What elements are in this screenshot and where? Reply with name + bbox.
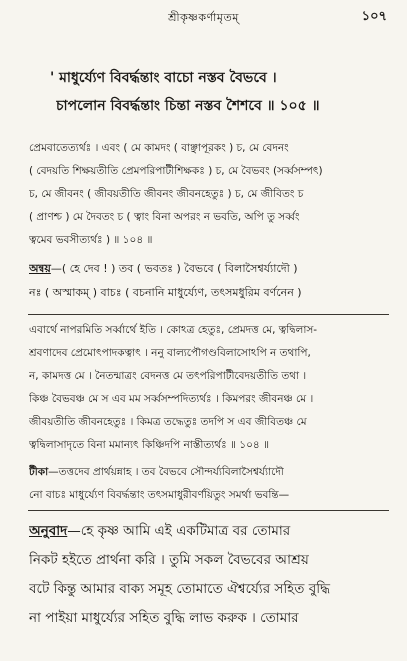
anvaya-text-1: —( হে দেব ! ) তব ( ভবতঃ ) বৈভবে ( বিলাসৈশ্বর্য্যাদৌ ) (50, 262, 298, 275)
prose-line-2: ( বেদয়তি শিক্ষয়তীতি প্রেমপরিপাটীশিক্ষকঃ ) চ, মে বৈভবং (সর্ব্বসম্পৎ) (29, 165, 323, 177)
anubad-line-2: নিকট হইতে প্রার্থনা করি । তুমি সকল বৈভবের আশ্রয় (29, 552, 309, 568)
anubad-line-3: বটে কিন্তু আমার বাক্য সমূহ তোমাতে ঐশ্বর্য্যের সহিত বুদ্ধি (29, 581, 330, 597)
tika-text-1: —তত্তদেব প্রার্থয়ন্নাহ । তব বৈভবে সৌন্দর্য্যবিলাসৈশ্বর্য্যাদৌ (48, 466, 284, 478)
commentary-line-6: ত্বদ্বিলাসাদৃতে বিনা মমান্যৎ কিঞ্চিদপি নাস্তীত্যর্থঃ ॥ ১০৪ ॥ (29, 439, 270, 451)
running-header-title: শ্রীকৃষ্ণকর্ণামৃতম্ (168, 11, 239, 24)
commentary-line-5: জীবয়তীতি জীবনহেতুঃ । কিমত্র তদ্ধেতুঃ তদপি স এব জীবিতঞ্চ মে (29, 416, 307, 428)
anubad-text-1: —হে কৃষ্ণ আমি এই একটিমাত্র বর তোমার (67, 523, 291, 539)
anubad-label: অনুবাদ (29, 523, 68, 539)
tika-line-2: নো বাচঃ মাধুর্য্যেণ বিবর্দ্ধন্তাং তৎসমাধুরীবর্ণয়িতুং সমর্থা ভবন্তি— (29, 489, 290, 501)
commentary-line-2: শ্রবণাদেব প্রেমোৎপাদকত্বাৎ । ননু বাল্যপৌগণ্ডবিলাসোঽপি ন তথাপি, (29, 347, 311, 359)
anvaya-line-1 (29, 257, 393, 280)
page-number: ১০৭ (361, 9, 387, 24)
commentary-line-1: এবার্থে নাপরমিতি সর্ব্বার্থে ইতি । কোঽত্র হেতুঃ, প্রেমদত্ত মে, ত্বদ্বিলাস- (29, 324, 318, 336)
verse-line-2: চাপলোন বিবর্দ্ধন্তাং চিন্তা নস্তব শৈশবে ॥ ১০৫ ॥ (56, 98, 320, 114)
anvaya-line-2: নঃ ( অস্মাকম্ ) বাচঃ ( বচনানি মাধুর্য্যেণ, তৎসমধুরিম বর্ণনেন ) (29, 286, 302, 299)
anubad-line-1 (29, 518, 397, 545)
verse-line-1: ' মাধুর্য্যেণ বিবর্দ্ধন্তাং বাচো নস্তব বৈভবে । (50, 70, 277, 86)
prose-line-1: প্রেমবাতেত্যর্থঃ । এবং ( মে কামদং ( বাঞ্ছাপূরকং ) চ, মে বেদনং (29, 142, 289, 154)
anubad-line-4: না পাইয়া মাধুর্য্যের সহিত বুদ্ধি লাভ করুক । তোমার (29, 610, 299, 626)
section-divider-2 (28, 510, 389, 511)
prose-line-4: ( প্রাণশ্চ ) মে দৈবতং চ ( ত্বাং বিনা অপরং ন ভবতি, অপি তু সর্ব্বং (29, 211, 300, 223)
prose-line-5: ত্বমেব ভবসীত্যর্থঃ ) ॥ ১০৪ ॥ (29, 234, 153, 246)
commentary-line-3: ন, কামদত্ত মে । নৈতন্মাত্রং বেদনত্ত মে তৎপরিপাটীবেদয়তীতি তথা । (29, 370, 307, 382)
prose-line-3: চ, মে জীবনং ( জীবয়তীতি জীবনং জীবনহেতুঃ ) চ, মে জীবিতং চ (29, 188, 304, 200)
commentary-line-4: কিঞ্চ বৈভবঞ্চ মে স এব মম সর্ব্বসম্পদিত্যর্থঃ । কিমপরং জীবনঞ্চ মে । (29, 393, 314, 405)
anvaya-label: অন্বয় (29, 262, 51, 275)
tika-line-1 (29, 461, 393, 484)
section-divider (28, 314, 389, 315)
tika-label: টীকা (29, 466, 49, 478)
